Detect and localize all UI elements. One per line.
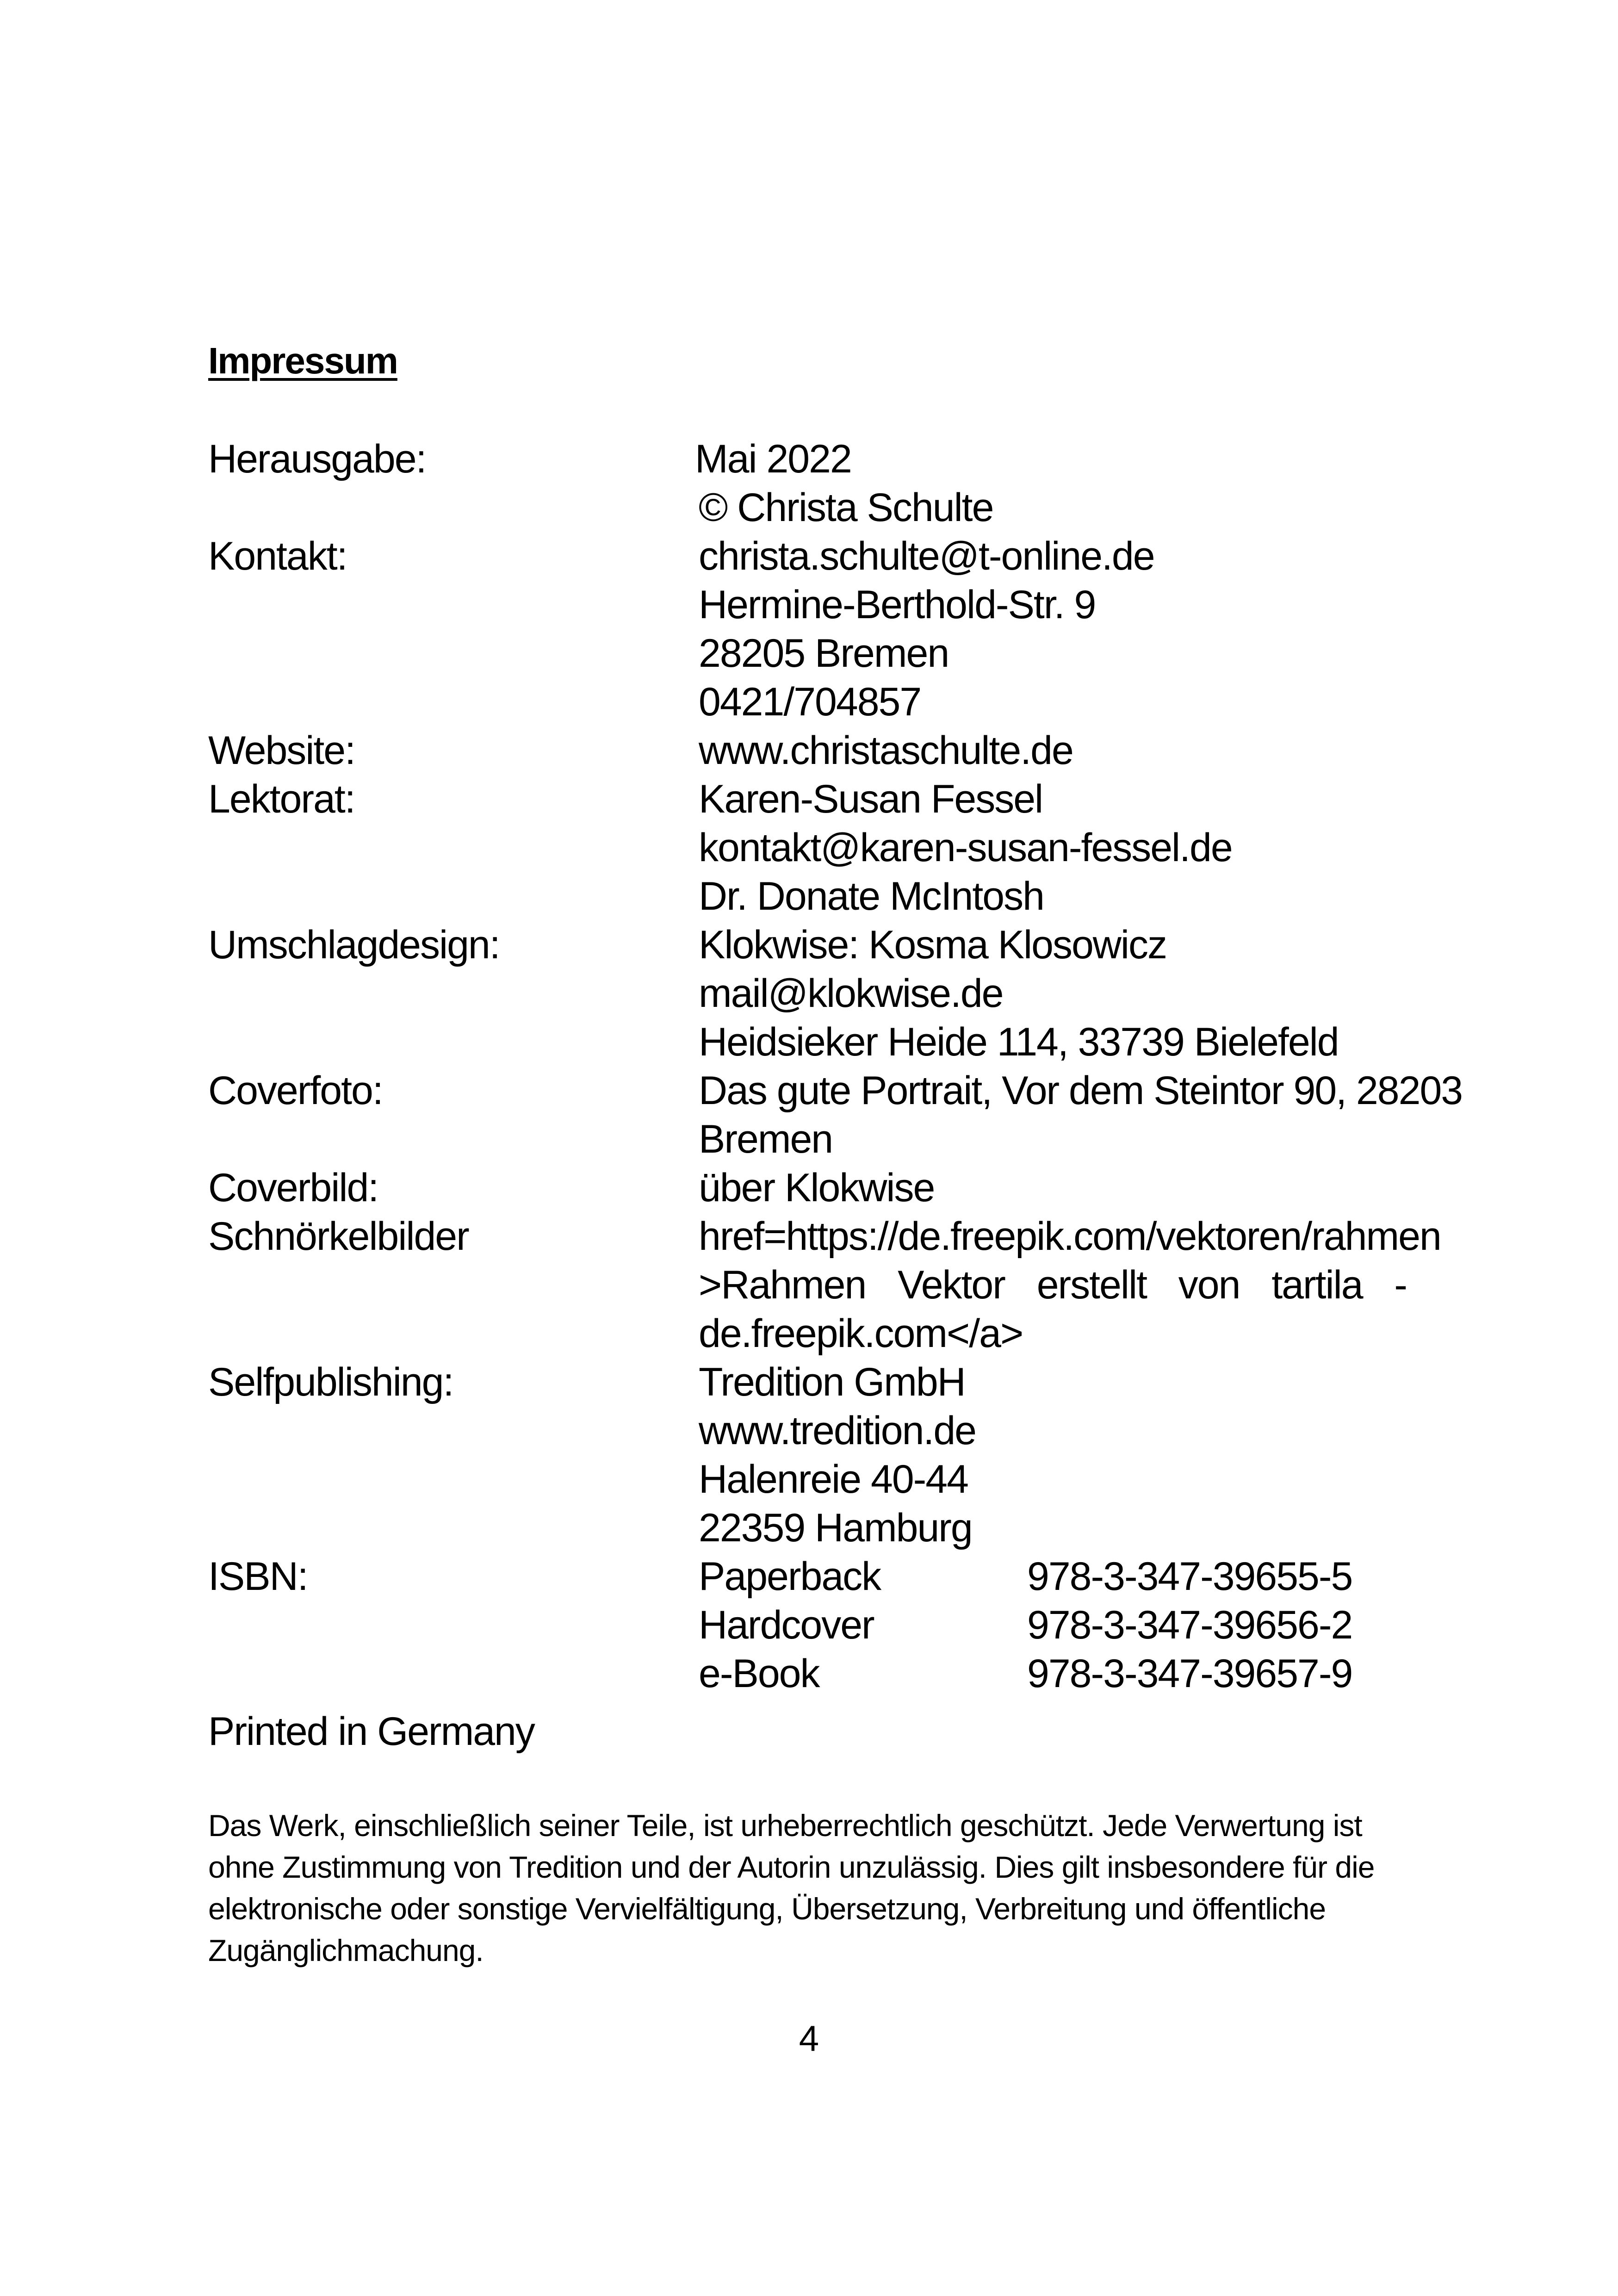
imprint-values bbox=[699, 921, 1425, 1067]
page-title: Impressum bbox=[208, 340, 397, 381]
imprint-value: christa.schulte@t-online.de bbox=[699, 534, 1154, 578]
imprint-label: Coverbild: bbox=[208, 1166, 378, 1210]
imprint-value: Tredition GmbH bbox=[699, 1360, 965, 1404]
imprint-value: Karen-Susan Fessel bbox=[699, 777, 1043, 821]
imprint-value: Dr. Donate McIntosh bbox=[699, 874, 1044, 918]
isbn-kind: Hardcover bbox=[699, 1603, 874, 1647]
imprint-value: Hermine-Berthold-Str. 9 bbox=[699, 583, 1096, 627]
imprint-label: Lektorat: bbox=[208, 777, 355, 821]
isbn-list bbox=[699, 1552, 1425, 1698]
imprint-value: über Klokwise bbox=[699, 1166, 935, 1210]
imprint-label: Schnörkelbilder bbox=[208, 1214, 469, 1259]
imprint-values bbox=[695, 435, 1425, 532]
imprint-value: www.christaschulte.de bbox=[699, 728, 1073, 773]
imprint-label: Selfpublishing: bbox=[208, 1360, 453, 1404]
isbn-kind: e-Book bbox=[699, 1651, 819, 1696]
imprint-values bbox=[699, 1164, 1425, 1212]
imprint-value: href=https://de.freepik.com/vektoren/rahmen bbox=[699, 1214, 1441, 1259]
imprint-table bbox=[208, 435, 1463, 1698]
imprint-value: 0421/704857 bbox=[699, 680, 921, 724]
imprint-values bbox=[699, 775, 1425, 921]
imprint-row-coverfoto bbox=[208, 1067, 1463, 1164]
imprint-value: Halenreie 40-44 bbox=[699, 1457, 968, 1502]
imprint-value: Bremen bbox=[699, 1117, 833, 1161]
imprint-value: kontakt@karen-susan-fessel.de bbox=[699, 825, 1232, 870]
imprint-values bbox=[699, 1212, 1441, 1358]
imprint-values bbox=[699, 532, 1425, 726]
isbn-entry bbox=[699, 1552, 1425, 1601]
imprint-value: 28205 Bremen bbox=[699, 631, 949, 676]
isbn-kind: Paperback bbox=[699, 1554, 881, 1599]
imprint-value: >Rahmen Vektor erstellt von tartila - bbox=[699, 1263, 1407, 1307]
imprint-value: Mai 2022 bbox=[695, 437, 851, 481]
imprint-label: Coverfoto: bbox=[208, 1068, 383, 1113]
imprint-value: 22359 Hamburg bbox=[699, 1506, 972, 1550]
imprint-label: ISBN: bbox=[208, 1554, 308, 1599]
imprint-row-website bbox=[208, 726, 1425, 775]
isbn-entry bbox=[699, 1601, 1425, 1650]
imprint-value: Heidsieker Heide 114, 33739 Bielefeld bbox=[699, 1020, 1339, 1064]
imprint-row-schnoerkelbilder bbox=[208, 1212, 1441, 1358]
isbn-entry bbox=[699, 1650, 1425, 1698]
isbn-number: 978-3-347-39655-5 bbox=[1027, 1554, 1352, 1599]
page-number: 4 bbox=[799, 2018, 819, 2059]
imprint-value: de.freepik.com</a> bbox=[699, 1311, 1023, 1356]
imprint-row-lektorat bbox=[208, 775, 1425, 921]
copyright-notice: Das Werk, einschließlich seiner Teile, ist urheberrechtlich geschützt. Jede Verwertung ist ohne Zustimmung von Tredition und der Autorin unzulässig. Dies gilt insbesondere für die elektronische oder sonstige Vervielfältigung, Übersetzung, Verbreitung und öffentliche Zugänglichmachung. bbox=[208, 1808, 1375, 1967]
imprint-values bbox=[699, 1358, 1425, 1552]
printed-in-note: Printed in Germany bbox=[208, 1709, 534, 1754]
imprint-value: Das gute Portrait, Vor dem Steintor 90, 28203 bbox=[699, 1068, 1463, 1113]
imprint-label: Website: bbox=[208, 728, 355, 773]
imprint-row-coverbild bbox=[208, 1164, 1425, 1212]
imprint-row-selfpublishing bbox=[208, 1358, 1425, 1552]
imprint-row-umschlagdesign bbox=[208, 921, 1425, 1067]
imprint-row-kontakt bbox=[208, 532, 1425, 726]
imprint-row-isbn bbox=[208, 1552, 1425, 1698]
imprint-value: www.tredition.de bbox=[699, 1409, 976, 1453]
imprint-label: Kontakt: bbox=[208, 534, 347, 578]
imprint-value: mail@klokwise.de bbox=[699, 971, 1003, 1016]
imprint-value: Klokwise: Kosma Klosowicz bbox=[699, 923, 1167, 967]
isbn-number: 978-3-347-39657-9 bbox=[1027, 1651, 1352, 1696]
imprint-label: Umschlagdesign: bbox=[208, 923, 500, 967]
imprint-row-herausgabe bbox=[208, 435, 1425, 532]
isbn-number: 978-3-347-39656-2 bbox=[1027, 1603, 1352, 1647]
imprint-label: Herausgabe: bbox=[208, 437, 426, 481]
imprint-values bbox=[699, 1067, 1462, 1164]
imprint-values bbox=[699, 726, 1425, 775]
imprint-value: © Christa Schulte bbox=[699, 485, 993, 530]
